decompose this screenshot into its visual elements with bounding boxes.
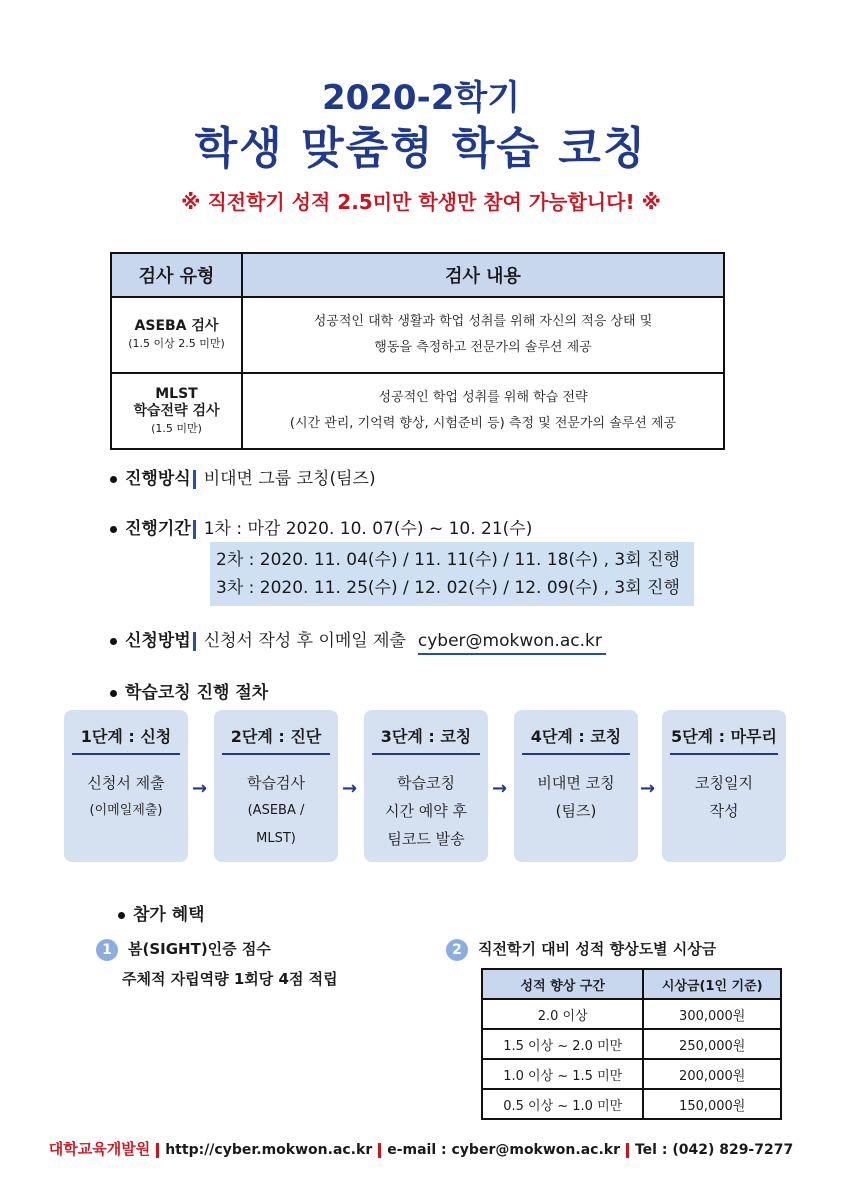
step-line: 신청서 제출 (87, 774, 165, 792)
step-title: 2단계 : 진단 (222, 724, 330, 755)
bullet-dot (110, 638, 117, 645)
table-row (111, 373, 724, 449)
benefit-line: 주체적 자립역량 1회당 4점 적립 (122, 970, 338, 988)
footer-org: 대학교육개발원 (48, 1140, 151, 1158)
title-semester: 2020-2학기 (321, 78, 521, 118)
period-section (110, 514, 532, 539)
test-type-name-2: 학습전략 검사 (133, 402, 220, 419)
table-row (482, 1089, 781, 1119)
award-range: 2.0 이상 (482, 999, 643, 1029)
bullet-dot (110, 476, 117, 483)
period-highlight-box (210, 542, 694, 606)
apply-label: 신청방법 (125, 631, 191, 651)
step-title: 4단계 : 코칭 (522, 724, 630, 755)
award-range: 1.0 이상 ~ 1.5 미만 (482, 1059, 643, 1089)
process-step-3 (364, 710, 488, 862)
process-step-5 (662, 710, 786, 862)
divider-bar (156, 1143, 159, 1158)
bullet-dot (110, 690, 117, 697)
process-section (110, 678, 268, 703)
step-line: (ASEBA / (247, 803, 305, 818)
step-line: 코칭일지 (695, 774, 753, 792)
footer-url[interactable]: http://cyber.mokwon.ac.kr (165, 1142, 373, 1158)
bullet-dot (118, 912, 125, 919)
apply-section (110, 626, 606, 651)
step-title: 5단계 : 마무리 (670, 724, 778, 755)
test-content-line: 성공적인 학업 성취를 위해 학습 전략 (378, 390, 588, 405)
page-title: 학생 맞춤형 학습 코칭 (194, 123, 648, 174)
award-range: 0.5 이상 ~ 1.0 미만 (482, 1089, 643, 1119)
award-amount: 150,000원 (643, 1089, 781, 1119)
divider-bar (193, 520, 196, 539)
period-label: 진행기간 (125, 519, 191, 539)
method-value: 비대면 그룹 코칭(팀즈) (203, 469, 376, 489)
footer (0, 1138, 842, 1159)
step-line: 팀코드 발송 (387, 830, 465, 848)
step-title: 3단계 : 코칭 (372, 724, 480, 755)
benefit-title: 직전학기 대비 성적 향상도별 시상금 (478, 940, 717, 958)
step-line: MLST) (256, 831, 296, 846)
step-line: (팀즈) (555, 802, 597, 820)
number-badge: 2 (446, 939, 468, 961)
arrow-right-icon: → (640, 778, 656, 799)
test-content-line: 성공적인 대학 생활과 학업 성취를 위해 자신의 적응 상태 및 (313, 314, 653, 329)
award-amount: 300,000원 (643, 999, 781, 1029)
apply-email-link[interactable]: cyber@mokwon.ac.kr (418, 631, 606, 655)
step-line: 시간 예약 후 (385, 802, 467, 820)
test-type-range: (1.5 미만) (151, 421, 202, 435)
footer-tel: Tel : (042) 829-7277 (634, 1142, 794, 1158)
test-content-line: 행동을 측정하고 전문가의 솔루션 제공 (374, 340, 592, 355)
award-header-range: 성적 향상 구간 (482, 969, 643, 999)
eligibility-notice: ※ 직전학기 성적 2.5미만 학생만 참여 가능합니다! ※ (181, 190, 661, 214)
step-line: 학습검사 (247, 774, 305, 792)
step-line: 비대면 코칭 (537, 774, 615, 792)
bullet-dot (110, 526, 117, 533)
award-amount: 250,000원 (643, 1029, 781, 1059)
test-type-name: MLST (155, 385, 198, 402)
benefit-item-1 (96, 934, 338, 994)
test-type-range: (1.5 이상 2.5 미만) (128, 337, 225, 350)
period-round3: 3차 : 2020. 11. 25(수) / 12. 02(수) / 12. 09(수) , 3회 진행 (216, 578, 680, 598)
benefits-section (118, 900, 205, 925)
award-header-amount: 시상금(1인 기준) (643, 969, 781, 999)
arrow-right-icon: → (492, 778, 508, 799)
table-header-type: 검사 유형 (111, 253, 242, 297)
table-row (482, 1029, 781, 1059)
divider-bar (193, 632, 196, 651)
step-line: 작성 (709, 802, 739, 820)
number-badge: 1 (96, 939, 118, 961)
step-line: (이메일제출) (89, 803, 163, 818)
award-amount: 200,000원 (643, 1059, 781, 1089)
process-step-2 (214, 710, 338, 862)
table-header-content: 검사 내용 (242, 253, 724, 297)
period-round1: 1차 : 마감 2020. 10. 07(수) ~ 10. 21(수) (203, 519, 533, 539)
divider-bar (378, 1143, 381, 1158)
benefits-label: 참가 혜택 (133, 905, 205, 925)
benefit-item-2 (446, 934, 716, 964)
divider-bar (626, 1143, 629, 1158)
benefit-line: 봄(SIGHT)인증 점수 (128, 940, 271, 958)
arrow-right-icon: → (192, 778, 208, 799)
award-table (481, 968, 782, 1120)
table-row (482, 1059, 781, 1089)
award-range: 1.5 이상 ~ 2.0 미만 (482, 1029, 643, 1059)
period-round2: 2차 : 2020. 11. 04(수) / 11. 11(수) / 11. 18(수) , 3회 진행 (216, 550, 680, 570)
process-step-4 (514, 710, 638, 862)
method-label: 진행방식 (125, 469, 191, 489)
step-title: 1단계 : 신청 (72, 724, 180, 755)
method-section (110, 464, 376, 489)
apply-value: 신청서 작성 후 이메일 제출 (203, 631, 406, 651)
process-step-1 (64, 710, 188, 862)
process-label: 학습코칭 진행 절차 (125, 683, 269, 703)
table-row (482, 999, 781, 1029)
table-row (111, 297, 724, 373)
test-content-line: (시간 관리, 기억력 향상, 시험준비 등) 측정 및 전문가의 솔루션 제공 (289, 416, 677, 431)
test-type-name: ASEBA 검사 (134, 318, 219, 334)
divider-bar (193, 470, 196, 489)
footer-email[interactable]: e-mail : cyber@mokwon.ac.kr (387, 1142, 620, 1158)
arrow-right-icon: → (342, 778, 358, 799)
test-type-table (110, 252, 725, 450)
step-line: 학습코칭 (397, 774, 455, 792)
